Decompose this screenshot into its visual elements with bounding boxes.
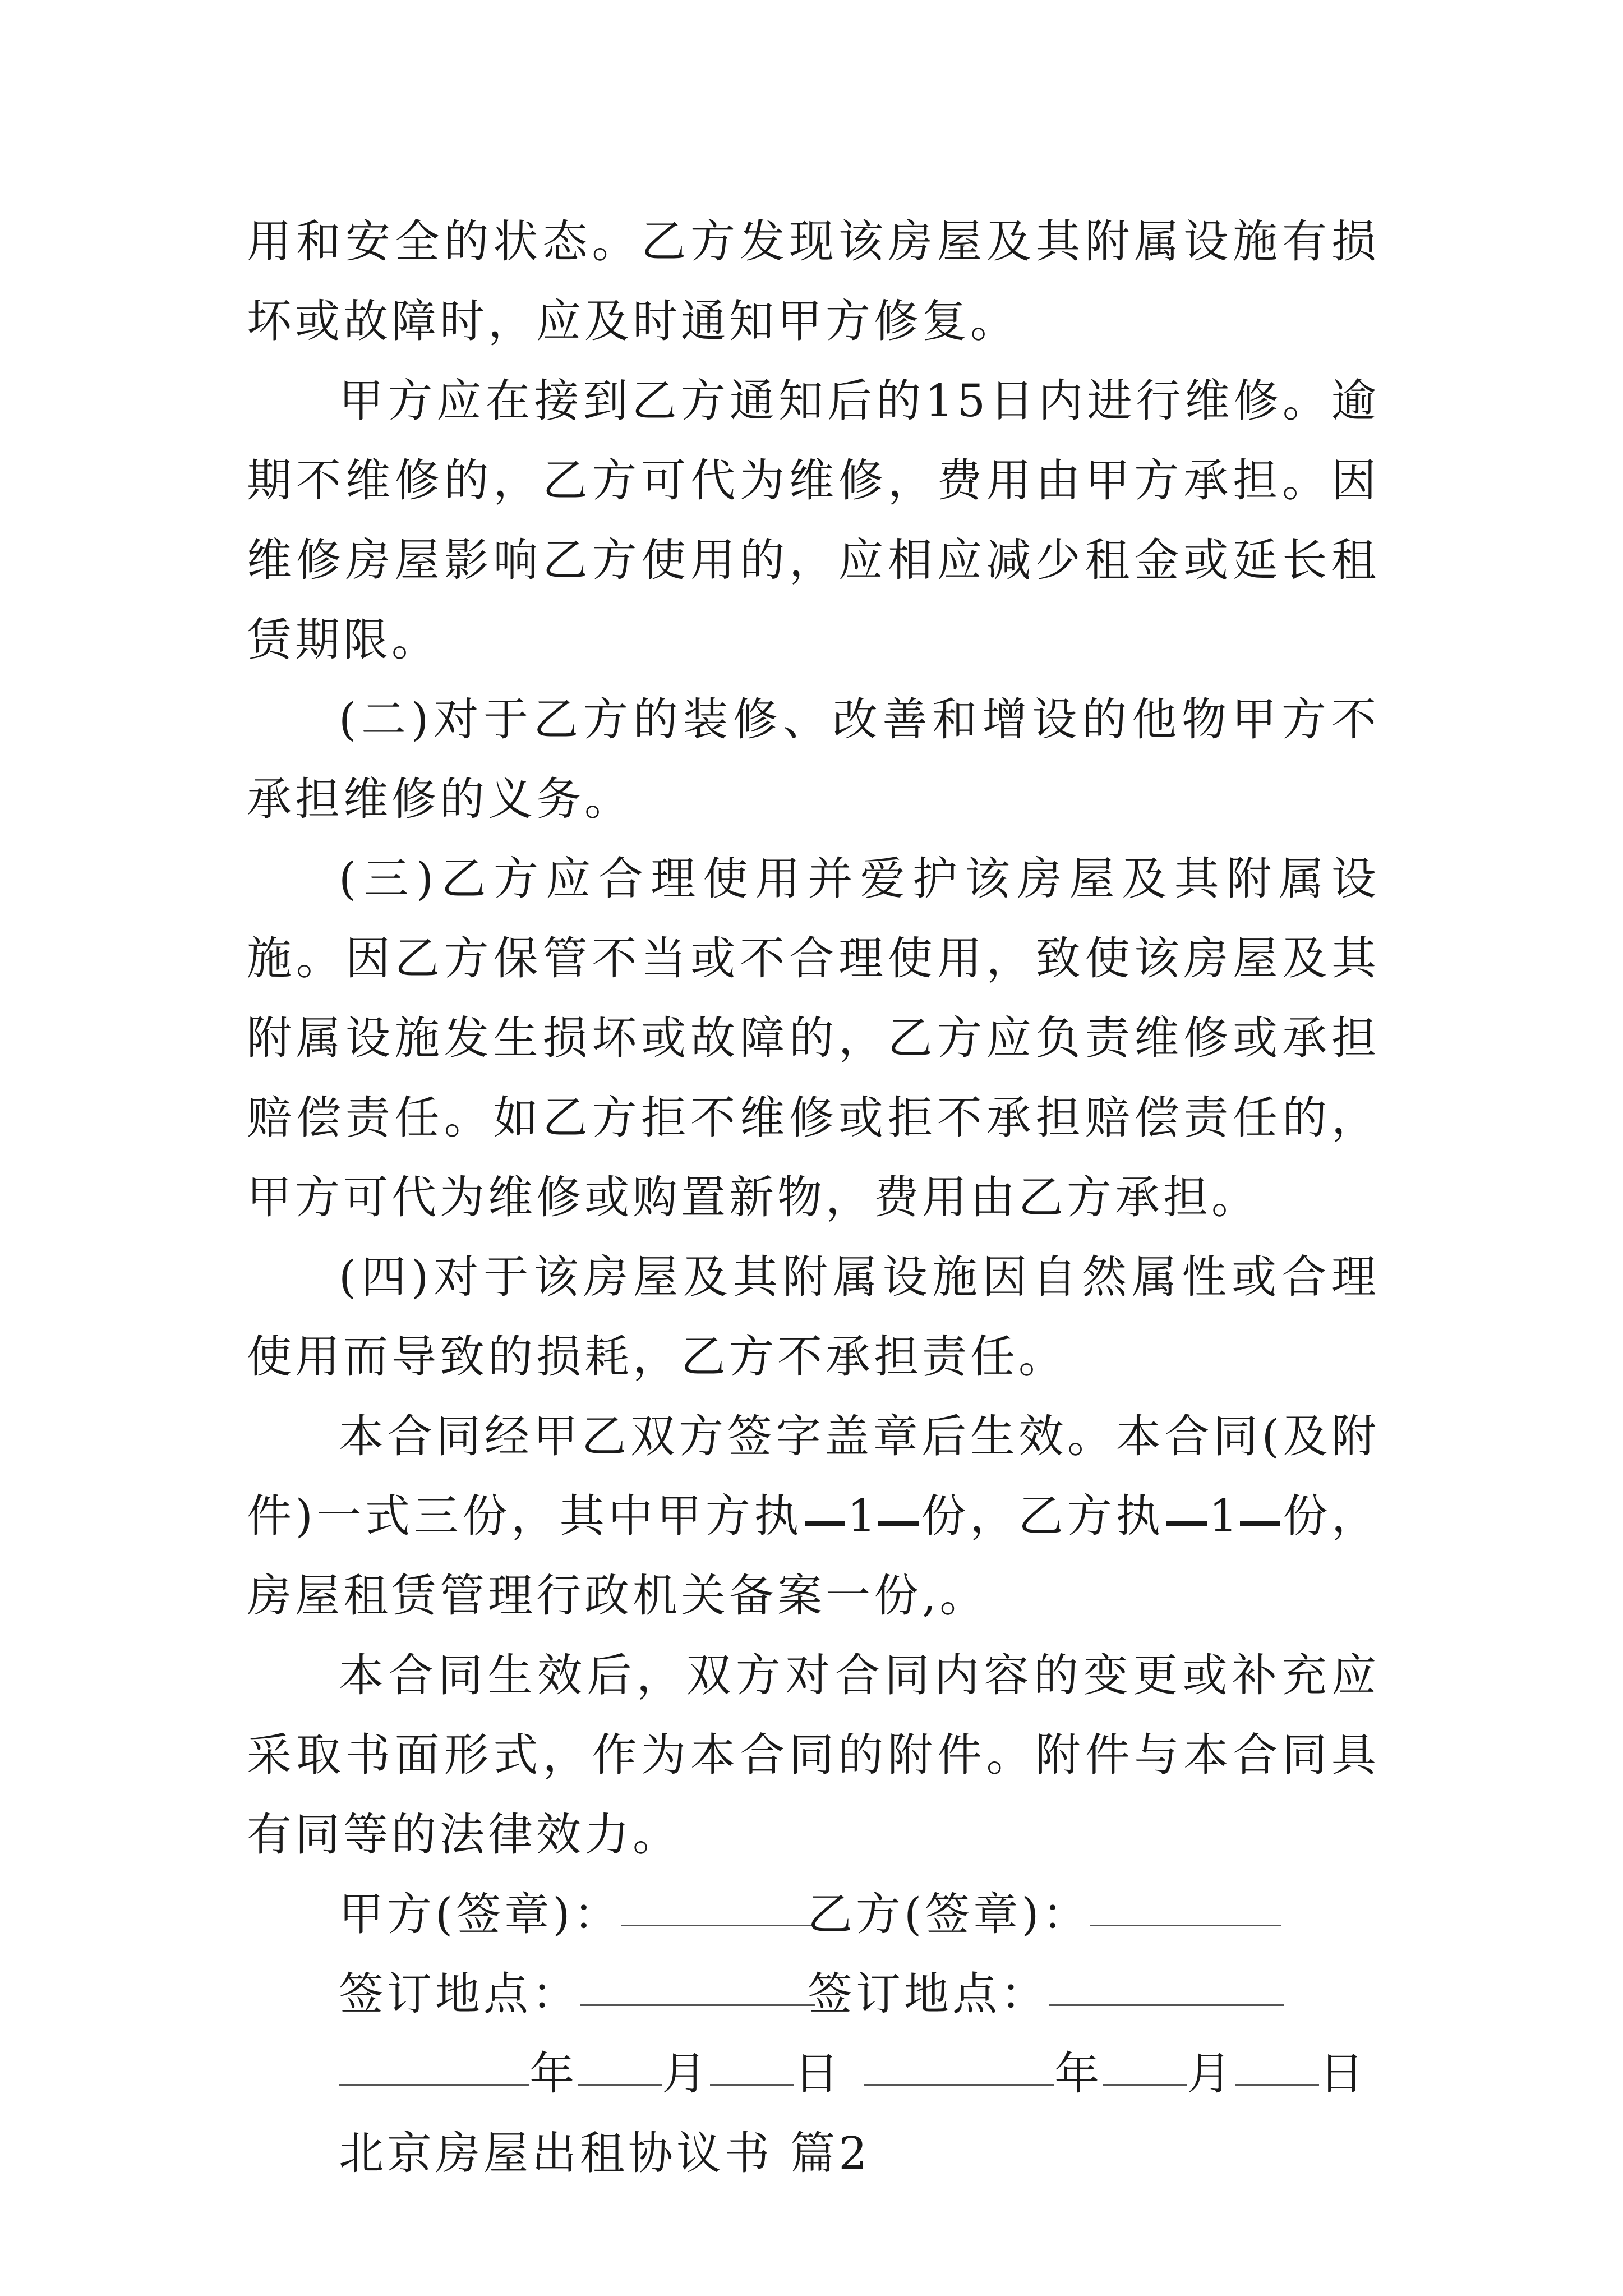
paragraph-repair-state: 用和安全的状态。乙方发现该房屋及其附属设施有损坏或故障时，应及时通知甲方修复。 — [247, 215, 1380, 347]
place-b-label: 签订地点： — [808, 1968, 1049, 2020]
place-b — [808, 1954, 1284, 2034]
place-a-line — [580, 1959, 815, 2006]
date-a-year-line — [339, 2039, 529, 2086]
date-a-day-line — [710, 2039, 794, 2086]
date-row — [247, 2034, 1380, 2114]
date-b-day-line — [1235, 2039, 1319, 2086]
copies-text-a: 本合同经甲乙双方签字盖章后生效。本合同(及附件)一式三份，其中甲方执 — [247, 1410, 1380, 1542]
copies-text-c: 份，房屋租赁管理行政机关备案一份,。 — [247, 1490, 1380, 1622]
party-a-signature — [339, 1875, 812, 1954]
date-a-year: 年 — [529, 2047, 578, 2100]
copies-underline-2a — [1166, 1476, 1207, 1526]
date-a-day: 日 — [794, 2047, 842, 2100]
party-a-label: 甲方(签章)： — [339, 1888, 622, 1940]
place-b-line — [1049, 1959, 1284, 2006]
date-b-month-line — [1103, 2039, 1187, 2086]
paragraph-clause-4: (四)对于该房屋及其附属设施因自然属性或合理使用而导致的损耗，乙方不承担责任。 — [247, 1251, 1380, 1383]
date-a-month-line — [578, 2039, 662, 2086]
copies-underline-1b — [878, 1476, 919, 1526]
signing-place-row — [247, 1954, 1380, 2034]
signature-row — [247, 1875, 1380, 1954]
paragraph-copies — [247, 1397, 1380, 1636]
date-a-month: 月 — [662, 2047, 710, 2100]
place-a — [339, 1954, 815, 2034]
paragraph-clause-3: (三)乙方应合理使用并爱护该房屋及其附属设施。因乙方保管不当或不合理使用，致使该房屋及其附属设施发生损坏或故障的，乙方应负责维修或承担赔偿责任。如乙方拒不维修或拒不承担赔偿责任的，甲方可代为维修或购置新物，费用由乙方承担。 — [247, 853, 1380, 1223]
date-b — [864, 2034, 1367, 2114]
next-section-title: 北京房屋出租协议书 篇2 — [339, 2127, 871, 2179]
party-b-signature — [808, 1875, 1281, 1954]
party-a-signature-line — [621, 1880, 812, 1926]
date-a — [339, 2034, 842, 2114]
date-b-year: 年 — [1054, 2047, 1103, 2100]
party-b-signature-line — [1090, 1880, 1281, 1926]
copies-text-b: 份，乙方执 — [920, 1490, 1164, 1542]
date-b-day: 日 — [1319, 2047, 1367, 2100]
paragraph-repair-deadline: 甲方应在接到乙方通知后的15日内进行维修。逾期不维修的，乙方可代为维修，费用由甲方承担。因维修房屋影响乙方使用的，应相应减少租金或延长租赁期限。 — [247, 375, 1380, 666]
paragraph-clause-2: (二)对于乙方的装修、改善和增设的他物甲方不承担维修的义务。 — [247, 693, 1380, 825]
place-a-label: 签订地点： — [339, 1968, 580, 2020]
paragraph-amendments: 本合同生效后，双方对合同内容的变更或补充应采取书面形式，作为本合同的附件。附件与本合同具有同等的法律效力。 — [247, 1649, 1380, 1861]
copies-underline-1a — [805, 1476, 845, 1526]
document-body — [247, 202, 1380, 2193]
copies-party-a-count: 1 — [847, 1490, 876, 1542]
date-b-month: 月 — [1187, 2047, 1235, 2100]
date-b-year-line — [864, 2039, 1054, 2086]
copies-underline-2b — [1240, 1476, 1280, 1526]
party-b-label: 乙方(签章)： — [808, 1888, 1091, 1940]
copies-party-b-count: 1 — [1209, 1490, 1238, 1542]
